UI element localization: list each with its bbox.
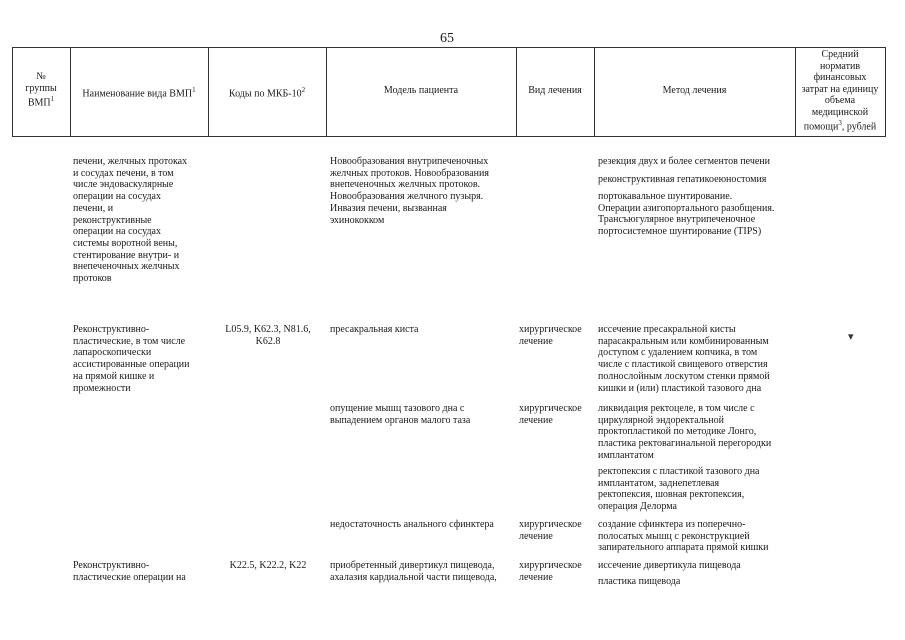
header-patient-model: Модель пациента bbox=[383, 85, 459, 96]
row-vmp-name: Реконструктивно- пластические операции на bbox=[73, 560, 186, 583]
header-icd-codes: Коды по МКБ-$10^2$ bbox=[228, 86, 306, 100]
row-vmp-name: печени, желчных протоках и сосудах печени, в том числе эндоваскулярные операции на сосудах печени, и реконструктивные операции на сосудах системы воротной вены, стентирование внутри- и внепеченочных желчных протоков bbox=[73, 156, 188, 285]
row-treatment-type: хирургическое лечение bbox=[519, 519, 582, 542]
page-number: 65 bbox=[440, 31, 454, 46]
table-top-border bbox=[12, 47, 886, 48]
row-treatment-method: создание сфинктера из поперечно- полосатых мышц с реконструкцией запирательного аппарата прямой кишки bbox=[598, 519, 769, 554]
row-patient-model: опущение мышц тазового дна с выпадением органов малого таза bbox=[330, 403, 471, 426]
row-treatment-method: портокавальное шунтирование. Операции азигопортального разобщения. Трансъюгулярное внутрипеченочное портосистемное шунтирование (TIPS) bbox=[598, 191, 775, 238]
row-icd-codes: L05.9, K62.3, N81.6, K62.8 bbox=[225, 324, 311, 347]
col-divider bbox=[208, 47, 209, 136]
col-divider bbox=[326, 47, 327, 136]
col-divider bbox=[70, 47, 71, 136]
header-treatment-method: Метод лечения bbox=[662, 85, 727, 96]
row-patient-model: недостаточность анального сфинктера bbox=[330, 519, 494, 530]
col-divider bbox=[12, 47, 13, 136]
row-treatment-type: хирургическое лечение bbox=[519, 324, 582, 347]
row-patient-model: приобретенный дивертикул пищевода, ахалазия кардиальной части пищевода, bbox=[330, 560, 497, 583]
header-vmp-name: Наименование вида ВМП$^1$ bbox=[82, 86, 196, 100]
scan-mark: ▾ bbox=[848, 331, 854, 343]
row-patient-model: пресакральная киста bbox=[330, 324, 419, 335]
row-treatment-method: ликвидация ректоцеле, в том числе с циркулярной эндоректальной проктопластикой по методике Лонго, пластика ректовагинальной перегородки имплантатом bbox=[598, 403, 772, 461]
col-divider bbox=[885, 47, 886, 136]
row-treatment-type: хирургическое лечение bbox=[519, 560, 582, 583]
row-patient-model: Новообразования внутрипеченочных желчных протоков. Новообразования внепеченочных желчных протоков. Новообразования желчного пузыря. Инвазия печени, вызванная эхинококком bbox=[330, 156, 489, 226]
header-treatment-type: Вид лечения bbox=[528, 85, 582, 96]
row-treatment-method: ректопексия с пластикой тазового дна имплантатом, заднепетлевая ректопексия, шовная ректопексия, операция Делорма bbox=[598, 466, 760, 513]
header-bottom-border bbox=[12, 136, 886, 137]
row-icd-codes: K22.5, K22.2, K22 bbox=[229, 560, 307, 571]
header-average-cost: Средний норматив финансовых затрат на единицу объема медицинской помощи$^3$, рублей bbox=[801, 49, 879, 133]
row-treatment-method: реконструктивная гепатикоеюностомия bbox=[598, 174, 767, 185]
col-divider bbox=[594, 47, 595, 136]
row-treatment-method: резекция двух и более сегментов печени bbox=[598, 156, 771, 167]
row-vmp-name: Реконструктивно- пластические, в том числе лапароскопически ассистированные операции на прямой кишке и промежности bbox=[73, 324, 190, 394]
header-group-number: № группы ВМП$^1$ bbox=[25, 71, 57, 109]
col-divider bbox=[516, 47, 517, 136]
row-treatment-method: пластика пищевода bbox=[598, 576, 681, 587]
row-treatment-method: иссечение пресакральной кисты парасакральным или комбинированным доступом с удалением копчика, в том числе с пластикой свищевого отверстия полнослойным лоскутом стенки прямой кишки и (или) пластикой тазового дна bbox=[598, 324, 770, 394]
row-treatment-type: хирургическое лечение bbox=[519, 403, 582, 426]
row-treatment-method: иссечение дивертикула пищевода bbox=[598, 560, 741, 571]
